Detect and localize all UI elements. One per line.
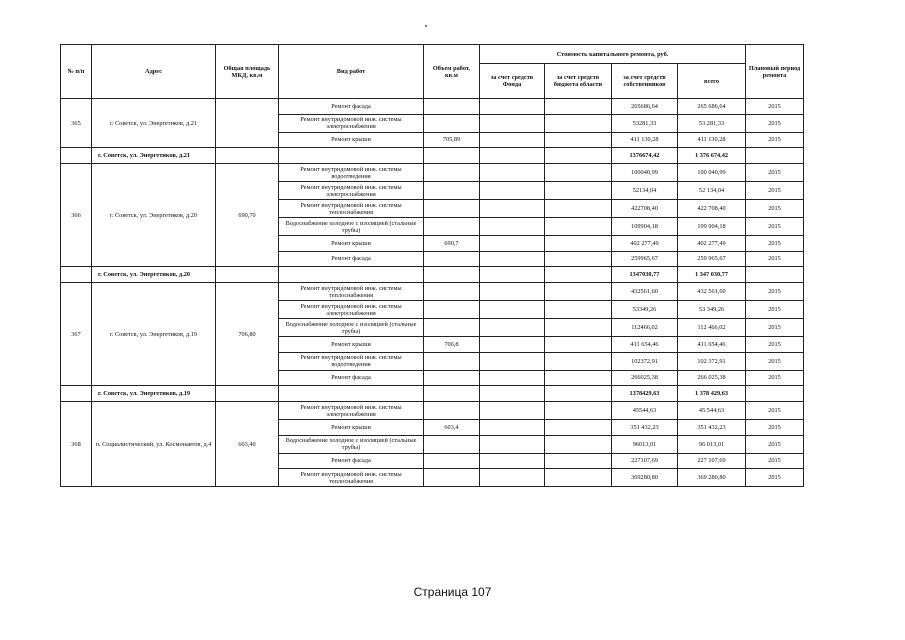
summary-row [61, 386, 804, 402]
volume-cell [424, 435, 480, 453]
period-cell: 2015 [746, 469, 804, 487]
summary-fund-cell [480, 267, 545, 283]
address-cell: г. Советск, ул. Энергетиков, д.21 [92, 99, 216, 148]
volume-cell: 690,7 [424, 236, 480, 252]
summary-volume-cell [424, 148, 480, 164]
total-cell: 432 561,60 [678, 283, 746, 301]
owners-cell: 259965,67 [612, 251, 678, 267]
volume-cell [424, 319, 480, 337]
budget-cell [545, 420, 612, 436]
budget-cell [545, 182, 612, 200]
work-type-cell: Ремонт внутридомовой инж. системы теплоснабжения [279, 469, 424, 487]
summary-row [61, 148, 804, 164]
total-cell: 53 281,33 [678, 114, 746, 132]
table-header [61, 45, 804, 99]
owners-cell: 351 432,23 [612, 420, 678, 436]
owners-cell: 45544,63 [612, 402, 678, 420]
fund-cell [480, 402, 545, 420]
budget-cell [545, 114, 612, 132]
area-cell: 690,70 [216, 164, 279, 267]
summary-area-cell [216, 267, 279, 283]
summary-fund-cell [480, 148, 545, 164]
page-number: Страница 107 [413, 585, 492, 599]
budget-cell [545, 319, 612, 337]
total-cell: 102 372,91 [678, 352, 746, 370]
period-cell: 2015 [746, 301, 804, 319]
summary-owners-cell: 1378429,63 [612, 386, 678, 402]
fund-cell [480, 164, 545, 182]
fund-cell [480, 132, 545, 148]
total-cell: 227 107,69 [678, 453, 746, 469]
total-cell: 259 965,67 [678, 251, 746, 267]
budget-cell [545, 301, 612, 319]
period-cell: 2015 [746, 337, 804, 353]
summary-address-cell: г. Советск, ул. Энергетиков, д.20 [92, 267, 216, 283]
row-num: 365 [61, 99, 92, 148]
summary-budget-cell [545, 267, 612, 283]
header-total: всего [678, 64, 746, 99]
summary-address-cell: г. Советск, ул. Энергетиков, д.19 [92, 386, 216, 402]
summary-work-cell [279, 386, 424, 402]
budget-cell [545, 370, 612, 386]
budget-cell [545, 218, 612, 236]
volume-cell [424, 453, 480, 469]
budget-cell [545, 337, 612, 353]
work-type-cell: Ремонт внутридомовой инж. системы электроснабжения [279, 182, 424, 200]
period-cell: 2015 [746, 402, 804, 420]
fund-cell [480, 301, 545, 319]
summary-num-cell [61, 386, 92, 402]
table-row [61, 164, 804, 182]
work-type-cell: Водоснабжение холодное с изоляцией (стальные трубы) [279, 319, 424, 337]
owners-cell: 52134,04 [612, 182, 678, 200]
period-cell: 2015 [746, 200, 804, 218]
budget-cell [545, 99, 612, 115]
work-type-cell: Ремонт внутридомовой инж. системы водоотведения [279, 164, 424, 182]
fund-cell [480, 469, 545, 487]
period-cell: 2015 [746, 352, 804, 370]
table-body [61, 99, 804, 487]
header-period: Плановый период ремонта [746, 45, 804, 99]
summary-owners-cell: 1347030,77 [612, 267, 678, 283]
total-cell: 266 025,38 [678, 370, 746, 386]
volume-cell: 603,4 [424, 420, 480, 436]
period-cell: 2015 [746, 236, 804, 252]
budget-cell [545, 435, 612, 453]
fund-cell [480, 283, 545, 301]
address-cell: п. Социалистический, ул. Космонавтов, д.4 [92, 402, 216, 487]
fund-cell [480, 218, 545, 236]
work-type-cell: Ремонт крыши [279, 420, 424, 436]
total-cell: 52 134,04 [678, 182, 746, 200]
owners-cell: 102372,91 [612, 352, 678, 370]
scan-speck [425, 25, 427, 27]
period-cell: 2015 [746, 283, 804, 301]
budget-cell [545, 251, 612, 267]
owners-cell: 265686,64 [612, 99, 678, 115]
budget-cell [545, 283, 612, 301]
volume-cell [424, 99, 480, 115]
total-cell: 411 130,28 [678, 132, 746, 148]
total-cell: 53 349,26 [678, 301, 746, 319]
volume-cell [424, 218, 480, 236]
work-type-cell: Ремонт внутридомовой инж. системы электроснабжения [279, 114, 424, 132]
budget-cell [545, 352, 612, 370]
budget-cell [545, 164, 612, 182]
summary-work-cell [279, 267, 424, 283]
work-type-cell: Ремонт внутридомовой инж. системы водоотведения [279, 352, 424, 370]
owners-cell: 402 277,49 [612, 236, 678, 252]
budget-cell [545, 132, 612, 148]
summary-num-cell [61, 267, 92, 283]
summary-total-cell: 1 376 674,42 [678, 148, 746, 164]
address-cell: г. Советск, ул. Энергетиков, д.20 [92, 164, 216, 267]
summary-total-cell: 1 378 429,63 [678, 386, 746, 402]
period-cell: 2015 [746, 132, 804, 148]
summary-volume-cell [424, 267, 480, 283]
work-type-cell: Ремонт внутридомовой инж. системы электроснабжения [279, 301, 424, 319]
summary-num-cell [61, 148, 92, 164]
table-row [61, 402, 804, 420]
work-type-cell: Ремонт крыши [279, 337, 424, 353]
summary-volume-cell [424, 386, 480, 402]
owners-cell: 96013,01 [612, 435, 678, 453]
summary-owners-cell: 1376674,42 [612, 148, 678, 164]
period-cell: 2015 [746, 218, 804, 236]
row-num: 368 [61, 402, 92, 487]
total-cell: 411 654,46 [678, 337, 746, 353]
volume-cell [424, 352, 480, 370]
header-budget: за счет средств бюджета области [545, 64, 612, 99]
period-cell: 2015 [746, 370, 804, 386]
owners-cell: 411 654,46 [612, 337, 678, 353]
total-cell: 45 544,63 [678, 402, 746, 420]
volume-cell [424, 251, 480, 267]
budget-cell [545, 469, 612, 487]
owners-cell: 53281,33 [612, 114, 678, 132]
work-type-cell: Водоснабжение холодное с изоляцией (стальные трубы) [279, 218, 424, 236]
work-type-cell: Ремонт внутридомовой инж. системы электроснабжения [279, 402, 424, 420]
volume-cell [424, 283, 480, 301]
summary-work-cell [279, 148, 424, 164]
period-cell: 2015 [746, 319, 804, 337]
summary-address-cell: г. Советск, ул. Энергетиков, д.21 [92, 148, 216, 164]
row-num: 366 [61, 164, 92, 267]
period-cell: 2015 [746, 435, 804, 453]
fund-cell [480, 99, 545, 115]
work-type-cell: Водоснабжение холодное с изоляцией (стальные трубы) [279, 435, 424, 453]
fund-cell [480, 251, 545, 267]
fund-cell [480, 420, 545, 436]
work-type-cell: Ремонт внутридомовой инж. системы теплоснабжения [279, 200, 424, 218]
volume-cell [424, 182, 480, 200]
period-cell: 2015 [746, 99, 804, 115]
owners-cell: 109904,18 [612, 218, 678, 236]
period-cell: 2015 [746, 420, 804, 436]
owners-cell: 422708,40 [612, 200, 678, 218]
total-cell: 112 466,02 [678, 319, 746, 337]
summary-fund-cell [480, 386, 545, 402]
owners-cell: 411 130,28 [612, 132, 678, 148]
fund-cell [480, 435, 545, 453]
summary-row [61, 267, 804, 283]
total-cell: 402 277,49 [678, 236, 746, 252]
fund-cell [480, 236, 545, 252]
header-num: № п/п [61, 45, 92, 99]
volume-cell [424, 301, 480, 319]
summary-area-cell [216, 386, 279, 402]
header-volume: Объем работ, кв.м [424, 45, 480, 99]
total-cell: 96 013,01 [678, 435, 746, 453]
summary-period-cell [746, 267, 804, 283]
header-address: Адрес [92, 45, 216, 99]
budget-cell [545, 453, 612, 469]
fund-cell [480, 114, 545, 132]
address-cell: г. Советск, ул. Энергетиков, д.19 [92, 283, 216, 386]
header-area: Общая площадь МКД, кв.м [216, 45, 279, 99]
volume-cell: 705,89 [424, 132, 480, 148]
budget-cell [545, 236, 612, 252]
volume-cell [424, 114, 480, 132]
period-cell: 2015 [746, 453, 804, 469]
total-cell: 351 432,23 [678, 420, 746, 436]
summary-budget-cell [545, 148, 612, 164]
table-row [61, 99, 804, 115]
total-cell: 422 708,40 [678, 200, 746, 218]
area-cell: 603,40 [216, 402, 279, 487]
work-type-cell: Ремонт внутридомовой инж. системы теплоснабжения [279, 283, 424, 301]
total-cell: 109 904,18 [678, 218, 746, 236]
fund-cell [480, 182, 545, 200]
volume-cell [424, 200, 480, 218]
budget-cell [545, 402, 612, 420]
owners-cell: 100040,99 [612, 164, 678, 182]
volume-cell [424, 370, 480, 386]
budget-cell [545, 200, 612, 218]
volume-cell [424, 469, 480, 487]
volume-cell [424, 402, 480, 420]
work-type-cell: Ремонт фасада [279, 251, 424, 267]
fund-cell [480, 352, 545, 370]
owners-cell: 369280,80 [612, 469, 678, 487]
fund-cell [480, 453, 545, 469]
owners-cell: 432561,60 [612, 283, 678, 301]
table-row [61, 283, 804, 301]
row-num: 367 [61, 283, 92, 386]
period-cell: 2015 [746, 114, 804, 132]
area-cell [216, 99, 279, 148]
fund-cell [480, 370, 545, 386]
volume-cell [424, 164, 480, 182]
work-type-cell: Ремонт фасада [279, 99, 424, 115]
period-cell: 2015 [746, 182, 804, 200]
work-type-cell: Ремонт крыши [279, 236, 424, 252]
summary-total-cell: 1 347 030,77 [678, 267, 746, 283]
total-cell: 100 040,99 [678, 164, 746, 182]
owners-cell: 53349,26 [612, 301, 678, 319]
work-type-cell: Ремонт фасада [279, 370, 424, 386]
work-type-cell: Ремонт фасада [279, 453, 424, 469]
period-cell: 2015 [746, 251, 804, 267]
area-cell: 706,80 [216, 283, 279, 386]
total-cell: 369 280,80 [678, 469, 746, 487]
owners-cell: 112466,02 [612, 319, 678, 337]
volume-cell: 706,8 [424, 337, 480, 353]
summary-period-cell [746, 386, 804, 402]
summary-area-cell [216, 148, 279, 164]
owners-cell: 266025,38 [612, 370, 678, 386]
owners-cell: 227107,69 [612, 453, 678, 469]
header-fund: за счет средств Фонда [480, 64, 545, 99]
fund-cell [480, 337, 545, 353]
period-cell: 2015 [746, 164, 804, 182]
repair-cost-table [60, 44, 804, 487]
header-cost-group: Стоимость капитального ремонта, руб. [480, 45, 746, 64]
summary-period-cell [746, 148, 804, 164]
total-cell: 265 686,64 [678, 99, 746, 115]
fund-cell [480, 200, 545, 218]
header-work-type: Вид работ [279, 45, 424, 99]
fund-cell [480, 319, 545, 337]
summary-budget-cell [545, 386, 612, 402]
work-type-cell: Ремонт крыши [279, 132, 424, 148]
header-owners: за счет средств собственников [612, 64, 678, 99]
